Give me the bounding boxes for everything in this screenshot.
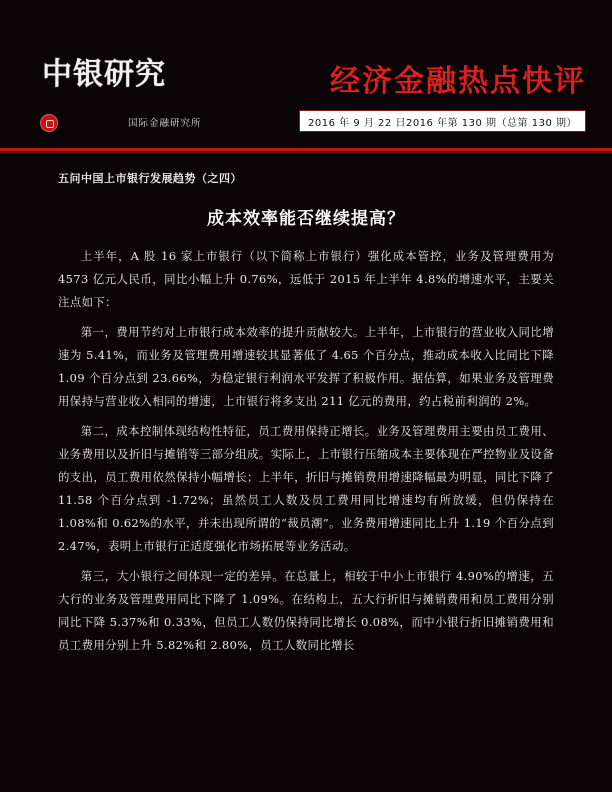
- series-heading: 五问中国上市银行发展趋势（之四）: [58, 172, 242, 185]
- header-divider-secondary: [0, 152, 612, 153]
- issue-number: 2016 年第 130 期（总第 130 期）: [405, 117, 577, 129]
- paragraph: 第一，费用节约对上市银行成本效率的提升贡献较大。上半年，上市银行的营业收入同比增速为 5.41%，而业务及管理费用增速较其显著低了 4.65 个百分点，推动成本收入比同比下降 1.09 个百分点到 23.66%，为稳定银行利润水平发挥了积极作用。据估算，如果业务及管理费用保持与营业收入相同的增速，上市银行将多支出 211 亿元的费用，约占税前利润的 2%。: [58, 325, 554, 408]
- paragraph: 第二，成本控制体现结构性特征，员工费用保持正增长。业务及管理费用主要由员工费用、业务费用以及折旧与摊销等三部分组成。实际上，上市银行压缩成本主要体现在严控物业及设备的支出，员工费用依然保持小幅增长；上半年，折旧与摊销费用增速降幅最为明显，同比下降了 11.58 个百分点到 -1.72%；虽然员工人数及员工费用同比增速均有所放缓，但仍保持在 1.08%和 0.62%的水平，并未出现所谓的“裁员潮”。业务费用增速同比上升 1.19 个百分点到 2.47%，表明上市银行正适度强化市场拓展等业务活动。: [58, 424, 554, 553]
- publication-title: 经济金融热点快评: [330, 64, 586, 99]
- institute-name: 国际金融研究所: [128, 118, 202, 129]
- page-title: 成本效率能否继续提高？: [207, 209, 405, 229]
- document-body: [58, 170, 554, 664]
- bank-seal-icon: [40, 114, 58, 132]
- paragraph: 第三，大小银行之间体现一定的差异。在总量上，相较于中小上市银行 4.90%的增速，五大行的业务及管理费用同比下降了 1.09%。在结构上，五大行折旧与摊销费用和员工费用分别同比下降 5.37%和 0.33%，但员工人数仍保持同比增长 0.08%，而中小银行折旧摊销费用和员工费用分别上升 5.82%和 2.80%，员工人数同比增长: [58, 569, 554, 652]
- issue-info-box: [299, 110, 586, 132]
- publisher-logo: [42, 54, 202, 100]
- publisher-logo-text: 中银研究: [42, 57, 166, 92]
- publication-date: 2016 年 9 月 22 日: [308, 117, 406, 129]
- masthead-subrow: [0, 112, 612, 142]
- paragraph: 上半年，A 股 16 家上市银行（以下简称上市银行）强化成本管控，业务及管理费用为 4573 亿元人民币，同比小幅上升 0.76%，远低于 2015 年上半年 4.8%的增速水平，主要关注点如下：: [58, 249, 554, 309]
- header-divider: [0, 148, 612, 151]
